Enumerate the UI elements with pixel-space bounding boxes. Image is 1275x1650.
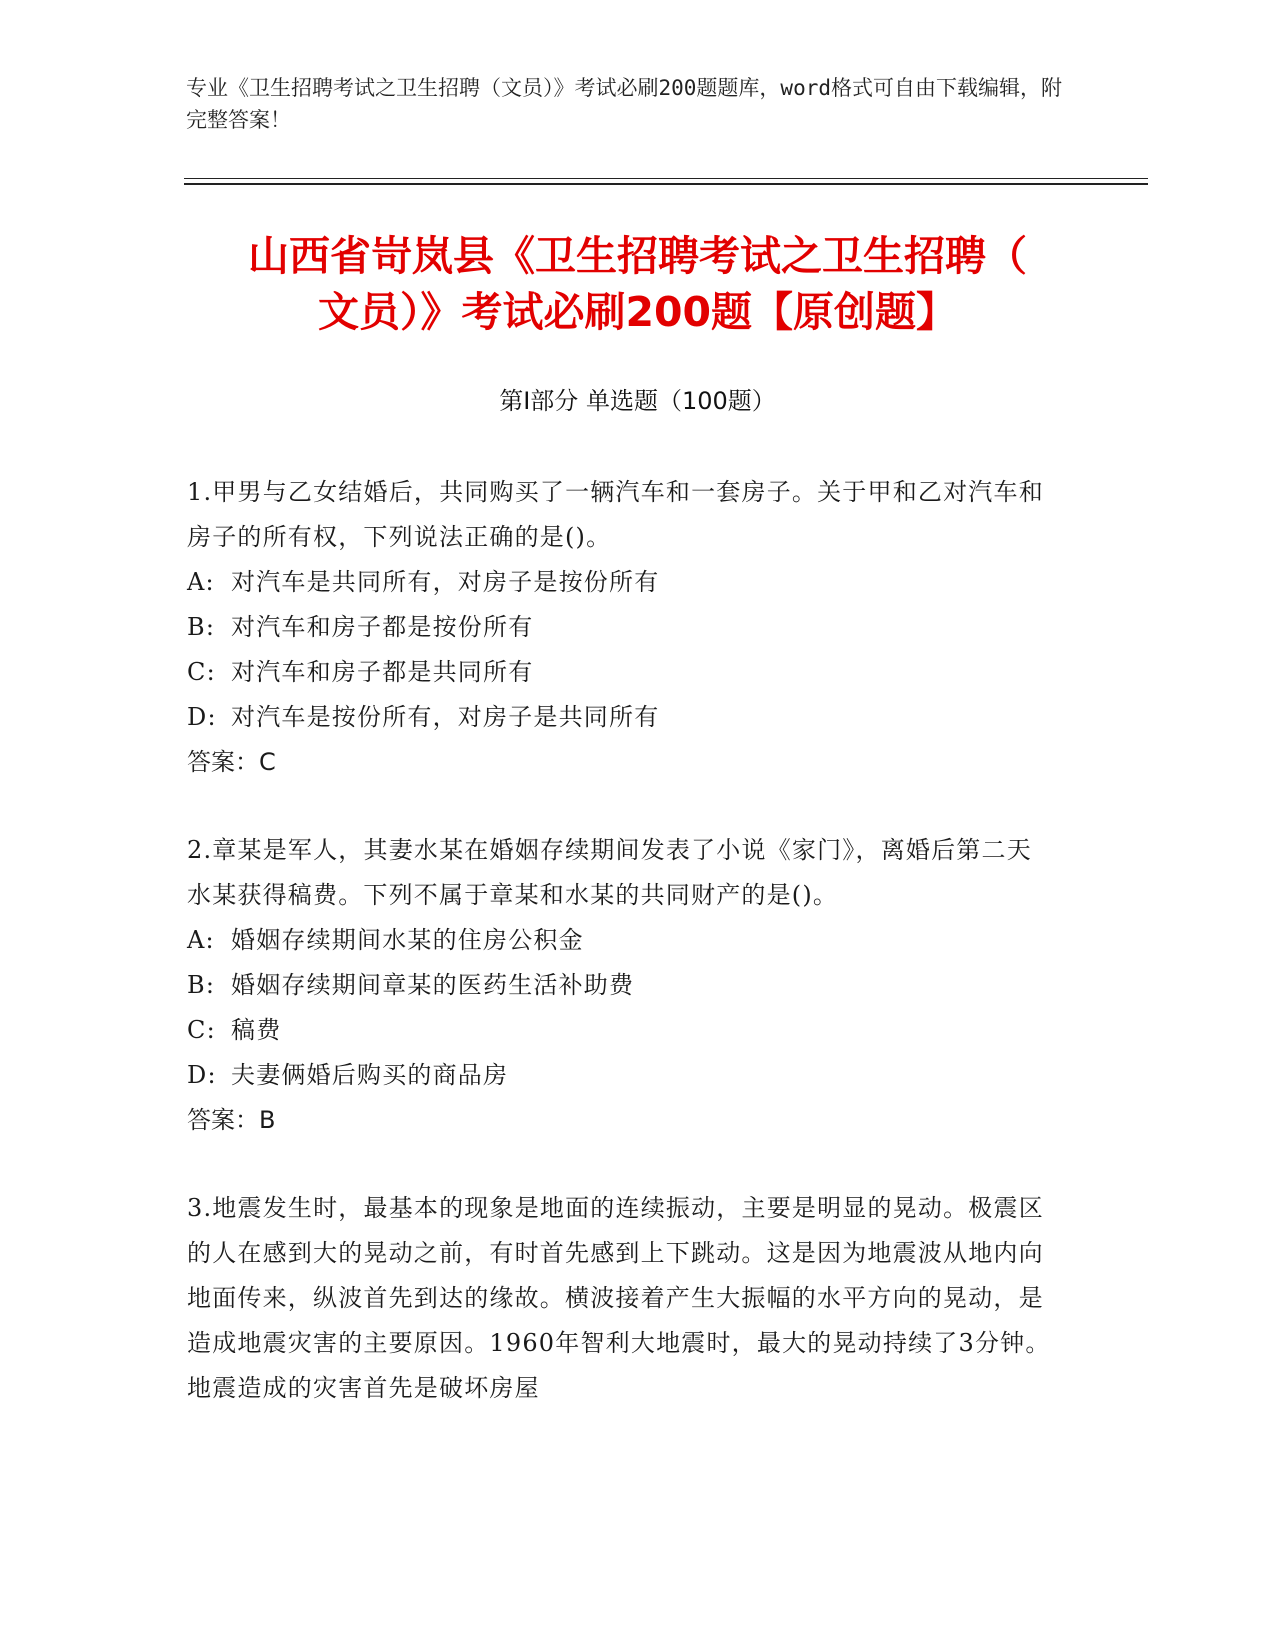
section-title: 第Ⅰ部分 单选题（100题） bbox=[499, 387, 776, 415]
option-d bbox=[187, 695, 1057, 740]
option-text: 对汽车是共同所有，对房子是按份所有 bbox=[231, 568, 660, 596]
option-text: 夫妻俩婚后购买的商品房 bbox=[231, 1061, 509, 1089]
header-divider-thick bbox=[184, 183, 1148, 185]
header-divider-thin bbox=[184, 178, 1148, 179]
option-key: D: bbox=[187, 703, 217, 731]
option-b bbox=[187, 605, 1057, 650]
option-key: B: bbox=[187, 971, 216, 999]
option-text: 婚姻存续期间水某的住房公积金 bbox=[231, 926, 584, 954]
option-key: D: bbox=[187, 1061, 217, 1089]
question-1 bbox=[187, 470, 1057, 785]
answer-line: 答案：C bbox=[187, 748, 276, 776]
option-key: C: bbox=[187, 658, 216, 686]
option-text: 婚姻存续期间章某的医药生活补助费 bbox=[231, 971, 635, 999]
option-a bbox=[187, 918, 1057, 963]
option-c bbox=[187, 650, 1057, 695]
option-b bbox=[187, 963, 1057, 1008]
option-text: 对汽车和房子都是按份所有 bbox=[231, 613, 534, 641]
question-2 bbox=[187, 828, 1057, 1143]
option-text: 稿费 bbox=[231, 1016, 282, 1044]
option-text: 对汽车是按份所有，对房子是共同所有 bbox=[231, 703, 660, 731]
question-3 bbox=[187, 1186, 1057, 1411]
question-stem: 2.章某是军人，其妻水某在婚姻存续期间发表了小说《家门》，离婚后第二天水某获得稿费。下列不属于章某和水某的共同财产的是()。 bbox=[187, 836, 1032, 909]
option-c bbox=[187, 1008, 1057, 1053]
header-note: 专业《卫生招聘考试之卫生招聘（文员）》考试必刷200题题库，word格式可自由下载编辑，附完整答案！ bbox=[186, 76, 1062, 132]
option-key: B: bbox=[187, 613, 216, 641]
question-stem: 3.地震发生时，最基本的现象是地面的连续振动，主要是明显的晃动。极震区的人在感到大的晃动之前，有时首先感到上下跳动。这是因为地震波从地内向地面传来，纵波首先到达的缘故。横波接着产生大振幅的水平方向的晃动，是造成地震灾害的主要原因。1960年智利大地震时，最大的晃动持续了3分钟。地震造成的灾害首先是破坏房屋 bbox=[187, 1194, 1051, 1402]
question-stem: 1.甲男与乙女结婚后，共同购买了一辆汽车和一套房子。关于甲和乙对汽车和房子的所有权，下列说法正确的是()。 bbox=[187, 478, 1044, 551]
option-text: 对汽车和房子都是共同所有 bbox=[231, 658, 534, 686]
document-title-line-1: 山西省岢岚县《卫生招聘考试之卫生招聘（ bbox=[248, 232, 1027, 280]
option-key: C: bbox=[187, 1016, 216, 1044]
option-d bbox=[187, 1053, 1057, 1098]
question-list bbox=[187, 470, 1057, 1454]
document-title-line-2: 文员）》考试必刷200题【原创题】 bbox=[317, 288, 958, 336]
document-title bbox=[170, 228, 1105, 340]
answer-line: 答案：B bbox=[187, 1106, 276, 1134]
option-key: A: bbox=[187, 926, 215, 954]
option-a bbox=[187, 560, 1057, 605]
option-key: A: bbox=[187, 568, 215, 596]
